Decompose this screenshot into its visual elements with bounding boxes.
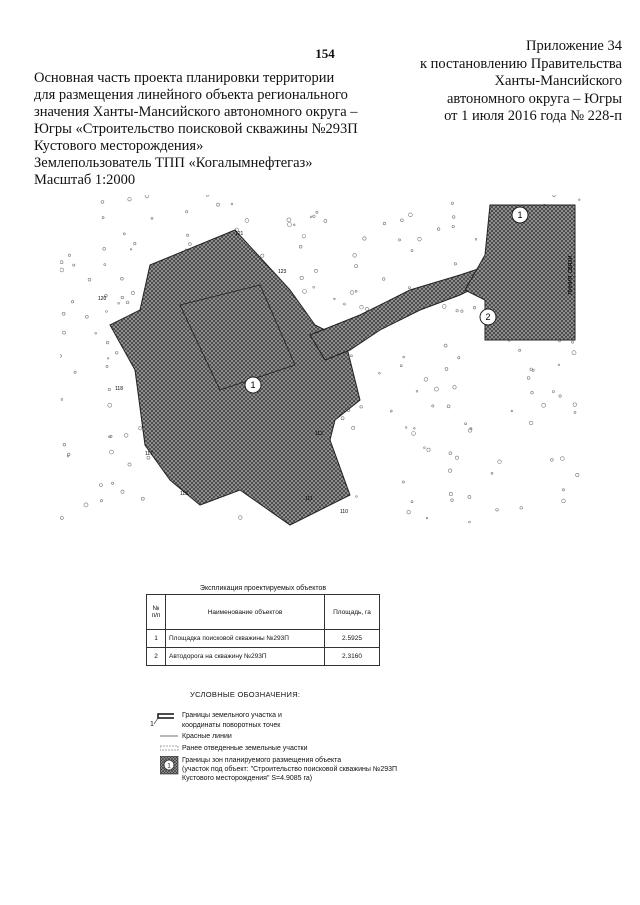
map-mark [458, 357, 460, 359]
boundary-symbol-icon [152, 710, 174, 730]
map-mark [398, 239, 400, 241]
map-mark [293, 224, 295, 226]
title-line: для размещения линейного объекта регионального [34, 87, 348, 103]
map-mark [444, 344, 447, 347]
map-mark [145, 195, 149, 198]
boundary-marker-number: 1 [150, 721, 154, 728]
legend-text: Границы зон планируемого размещения объекта [182, 757, 342, 764]
map-mark [531, 391, 534, 394]
map-mark [124, 434, 128, 438]
map-mark [151, 217, 153, 219]
map-mark [60, 268, 64, 272]
point-label: 120 [98, 296, 107, 302]
map-mark [390, 410, 392, 412]
map-mark [100, 500, 102, 502]
map-mark [453, 386, 456, 389]
appendix-line: Ханты-Мансийского [494, 73, 622, 89]
page-number: 154 [315, 46, 335, 61]
map-mark [461, 310, 463, 312]
map-mark [299, 245, 302, 248]
map-mark [411, 250, 413, 252]
map-mark [287, 223, 291, 227]
road-label: линия связи [567, 255, 574, 295]
map-mark [287, 218, 291, 222]
map-mark [353, 254, 357, 258]
explication-table [146, 594, 380, 666]
map-mark [360, 406, 363, 409]
point-label: 118 [115, 386, 123, 392]
zone-symbol-icon [160, 756, 180, 776]
map-mark [84, 503, 88, 507]
map-mark [121, 490, 124, 493]
map-mark [300, 276, 303, 279]
map-mark [445, 368, 448, 371]
map-mark [559, 395, 561, 397]
map-mark [527, 377, 530, 380]
map-mark [186, 234, 188, 236]
map-mark [562, 499, 566, 503]
map-mark [324, 219, 327, 222]
map-mark [108, 388, 110, 390]
table-cell: 1 [147, 630, 166, 648]
map-mark [139, 427, 142, 430]
map-mark [401, 219, 404, 222]
map-mark [86, 315, 89, 318]
map-mark [63, 443, 66, 446]
map-mark [60, 261, 63, 264]
legend-text: Ранее отведенные земельные участки [182, 745, 308, 752]
table-cell: Площадка поисковой скважины №293П [166, 630, 325, 648]
map-mark [382, 278, 385, 281]
zone-1-marker-label: 1 [250, 380, 256, 390]
map-mark [424, 378, 428, 382]
map-mark [442, 305, 446, 309]
zone-2-marker-label: 2 [485, 312, 491, 322]
appendix-block [420, 38, 622, 126]
map-mark [313, 286, 315, 288]
title-line: Масштаб 1:2000 [34, 172, 136, 188]
map-mark [102, 217, 104, 219]
map-mark [67, 455, 69, 457]
map-mark [365, 307, 368, 310]
map-mark [412, 432, 416, 436]
map-mark [432, 405, 434, 407]
map-mark [106, 365, 108, 367]
table-header: Площадь, га [325, 595, 380, 630]
appendix-line: автономного округа – Югры [446, 90, 622, 107]
map-mark [189, 243, 192, 246]
map-mark [379, 372, 381, 374]
map-mark [334, 298, 336, 300]
appendix-line: Приложение 34 [526, 38, 622, 54]
map-mark [454, 263, 456, 265]
map-mark [68, 254, 70, 256]
map-mark [452, 225, 454, 227]
map-mark [314, 269, 317, 272]
map-mark [350, 291, 354, 295]
table-header: Наименование объектов [166, 595, 325, 630]
map-mark [574, 411, 576, 413]
map-mark [498, 460, 502, 464]
map-mark [409, 213, 413, 217]
map-mark [447, 405, 450, 408]
map-mark [239, 516, 243, 520]
map-mark [405, 427, 407, 429]
map-mark [465, 423, 467, 425]
map-mark [434, 387, 438, 391]
map-mark [452, 216, 455, 219]
legend-text: Кустового месторождения" S=4.9085 га) [182, 775, 313, 782]
map-mark [408, 287, 410, 289]
map-mark [341, 417, 344, 420]
map-mark [469, 521, 471, 523]
point-label: 111 [305, 496, 313, 502]
legend-text: (участок под объект: "Строительство поисковой скважины №293П [182, 766, 398, 773]
map-mark [400, 365, 402, 367]
map-mark [128, 463, 131, 466]
legend-text: Границы земельного участка и [182, 712, 282, 719]
map-mark [101, 201, 104, 204]
map-mark [88, 278, 91, 281]
planning-map [60, 195, 590, 535]
map-mark [245, 219, 249, 223]
title-line: Землепользователь ТПП «Когалымнефтегаз» [34, 155, 313, 171]
map-mark [73, 264, 75, 266]
table-caption: Экспликация проектируемых объектов [199, 585, 327, 592]
map-mark [107, 358, 109, 360]
map-mark [60, 354, 62, 357]
map-mark [411, 501, 413, 503]
map-mark [130, 249, 132, 251]
map-mark [573, 403, 577, 407]
previous-plot-symbol-icon [160, 744, 180, 752]
map-mark [106, 341, 109, 344]
map-mark [562, 489, 564, 491]
map-mark [414, 428, 416, 430]
map-mark [61, 399, 63, 401]
map-mark [134, 242, 136, 244]
point-label: 112 [315, 431, 323, 437]
point-label: 121 [235, 231, 244, 237]
map-mark [456, 310, 458, 312]
zone-symbol-number: 1 [167, 763, 171, 770]
map-mark [313, 215, 315, 217]
map-mark [63, 331, 66, 334]
map-mark [131, 291, 134, 294]
table-cell: Автодорога на скважину №293П [166, 648, 325, 666]
map-mark [448, 469, 451, 472]
map-mark [99, 484, 102, 487]
map-mark [356, 496, 358, 498]
map-mark [363, 237, 366, 240]
map-mark [491, 472, 493, 474]
map-mark [529, 421, 533, 425]
legend-text: Красные линии [182, 733, 232, 740]
table-row [147, 630, 380, 648]
table-header-row [147, 595, 380, 630]
map-mark [74, 371, 76, 373]
map-mark [383, 222, 386, 225]
map-mark [350, 355, 352, 357]
map-mark [572, 351, 576, 355]
red-line-symbol-icon [160, 732, 180, 740]
map-mark [519, 349, 521, 351]
map-mark [560, 457, 564, 461]
table-cell: 2.3160 [325, 648, 380, 666]
map-mark [520, 507, 523, 510]
map-mark [416, 390, 418, 392]
title-block [34, 70, 394, 189]
title-line: Основная часть проекта планировки территории [34, 70, 335, 86]
map-mark [571, 341, 573, 343]
explication-table-block [146, 585, 380, 666]
map-mark [71, 301, 73, 303]
map-mark [128, 198, 131, 201]
table-cell: 2 [147, 648, 166, 666]
map-mark [141, 497, 144, 500]
map-mark [449, 492, 452, 495]
map-mark [303, 290, 307, 294]
map-mark [115, 352, 118, 355]
map-mark [355, 265, 358, 268]
map-mark [426, 517, 428, 519]
map-mark [473, 306, 476, 309]
map-mark [403, 356, 405, 358]
legend-title: УСЛОВНЫЕ ОБОЗНАЧЕНИЯ: [190, 690, 301, 699]
map-mark [468, 495, 471, 498]
table-header: № п/п [147, 595, 166, 630]
map-mark [231, 203, 233, 205]
map-mark [576, 473, 579, 476]
zone-1-area [110, 230, 360, 525]
map-mark [451, 499, 454, 502]
zone-2-marker-top-label: 1 [517, 210, 523, 220]
map-mark [437, 228, 440, 231]
map-mark [112, 482, 114, 484]
map-mark [553, 195, 555, 197]
map-mark [407, 510, 411, 514]
map-mark [542, 403, 546, 407]
title-line: Кустового месторождения» [34, 138, 204, 154]
map-mark [418, 237, 422, 241]
map-mark [449, 452, 452, 455]
appendix-line: от 1 июля 2016 года № 228-п [444, 108, 622, 124]
map-mark [579, 199, 581, 201]
map-mark [60, 516, 63, 519]
title-line: Югры «Строительство поисковой скважины №293П [34, 121, 358, 137]
map-mark [217, 203, 220, 206]
map-mark [451, 202, 453, 204]
point-label: 123 [278, 269, 287, 275]
map-mark [104, 264, 106, 266]
map-mark [424, 447, 426, 449]
map-mark [558, 364, 560, 366]
map-mark [302, 235, 306, 239]
legend-text: координаты поворотных точек [182, 722, 281, 729]
map-mark [344, 303, 346, 305]
map-mark [352, 426, 355, 429]
map-mark [511, 410, 513, 412]
appendix-line: к постановлению Правительства [420, 55, 622, 72]
map-mark [552, 391, 554, 393]
map-mark [551, 459, 554, 462]
map-mark [316, 211, 318, 213]
map-mark [121, 296, 124, 299]
title-line: значения Ханты-Мансийского автономного округа – [34, 104, 358, 120]
table-row [147, 648, 380, 666]
map-mark [355, 290, 357, 292]
map-mark [95, 332, 97, 334]
table-cell: 2.5925 [325, 630, 380, 648]
map-mark [496, 509, 499, 512]
map-mark [121, 277, 124, 280]
map-mark [108, 403, 112, 407]
map-mark [402, 481, 404, 483]
map-mark [126, 301, 129, 304]
map-mark [118, 302, 120, 304]
map-mark [62, 312, 65, 315]
map-mark [103, 247, 106, 250]
point-label: 110 [340, 509, 348, 515]
map-mark [186, 211, 188, 213]
point-label: 115 [180, 491, 188, 497]
map-mark [475, 238, 477, 240]
map-mark [106, 311, 108, 313]
map-mark [310, 216, 312, 218]
map-mark [206, 195, 209, 196]
map-mark [261, 254, 264, 257]
map-mark [123, 233, 125, 235]
map-mark [455, 456, 458, 459]
map-mark [427, 448, 430, 451]
map-mark [360, 305, 364, 309]
point-label: 117 [145, 451, 153, 457]
map-mark [110, 450, 114, 454]
